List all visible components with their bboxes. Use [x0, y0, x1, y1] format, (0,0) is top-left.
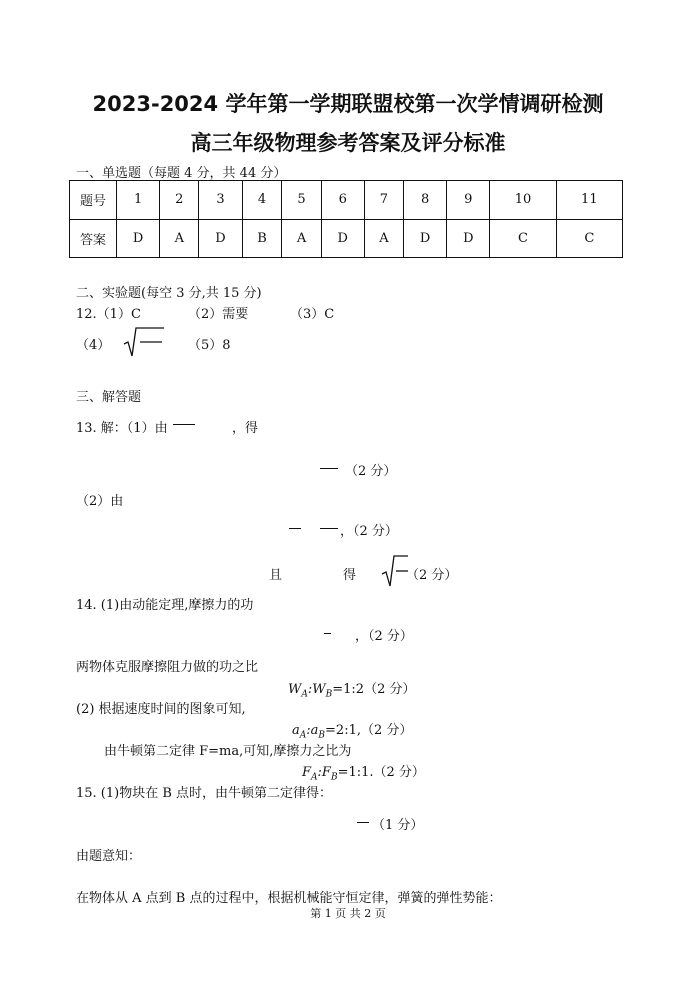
q13-line2: （2）由	[76, 494, 124, 509]
section1-heading: 一、单选题（每题 4 分，共 44 分）	[76, 166, 287, 181]
q15-line2: 由题意知：	[76, 849, 142, 864]
q15-line1: 15. (1)物块在 B 点时，由牛顿第二定律得：	[76, 786, 333, 801]
q14-line4: 由牛顿第二定律 F=ma,可知,摩擦力之比为	[104, 744, 352, 759]
sqrt-symbol	[122, 326, 166, 358]
q14-ratio3: $F_A:F_B=1:1.(2$ 分）	[302, 765, 425, 783]
q14-ratio2: $a_A:a_B=2:1,(2$ 分）	[292, 723, 413, 741]
table-cell: 6	[321, 181, 364, 220]
q12-part1: 12.（1）C	[76, 307, 141, 322]
table-cell: C	[490, 219, 556, 258]
table-cell: A	[160, 219, 199, 258]
table-cell: 10	[490, 181, 556, 220]
q12-part3: （3）C	[290, 307, 335, 322]
table-cell: 2	[160, 181, 199, 220]
doc-title-line1: 2023-2024 学年第一学期联盟校第一次学情调研检测	[92, 92, 604, 116]
q13-line3b: 得	[343, 568, 357, 583]
q13-line1: 13. 解：（1）由	[76, 421, 168, 436]
table-row-answers	[70, 219, 623, 258]
table-cell: D	[447, 219, 490, 258]
answer-table	[69, 180, 623, 258]
page-footer: 第 1 页 共 2 页	[310, 907, 386, 920]
table-cell: A	[364, 219, 403, 258]
table-cell: D	[117, 219, 160, 258]
table-cell: 11	[556, 181, 622, 220]
fraction-bar	[324, 633, 331, 634]
table-cell: D	[321, 219, 364, 258]
q14-line2: 两物体克服摩擦阻力做的功之比	[76, 660, 259, 675]
q13-line1-end: ，得	[232, 421, 259, 436]
table-cell: 3	[199, 181, 242, 220]
table-cell: 答案	[70, 219, 117, 258]
q12-part5: （5）8	[188, 338, 231, 353]
table-cell: D	[199, 219, 242, 258]
fraction-bar	[320, 528, 338, 529]
table-cell: D	[404, 219, 447, 258]
table-cell: A	[282, 219, 321, 258]
table-cell: C	[556, 219, 622, 258]
section3-heading: 三、解答题	[76, 390, 142, 405]
q15-score1: （1 分）	[372, 818, 424, 833]
fraction-bar	[357, 822, 369, 823]
q12-part4: （4）	[76, 338, 111, 353]
fraction-bar	[320, 468, 338, 469]
fraction-bar	[173, 424, 195, 425]
q14-ratio1: $W_A:W_B=1:2(2$ 分）	[288, 682, 416, 700]
table-cell: B	[242, 219, 282, 258]
q13-score2: ，（2 分）	[340, 524, 398, 539]
doc-title-line2: 高三年级物理参考答案及评分标准	[190, 131, 506, 155]
q13-score3: （2 分）	[406, 568, 458, 583]
fraction-bar	[289, 528, 301, 529]
table-cell: 4	[242, 181, 282, 220]
table-cell: 7	[364, 181, 403, 220]
table-row-numbers	[70, 181, 623, 220]
q14-score1: ，（2 分）	[355, 629, 413, 644]
section2-heading: 二、实验题(每空 3 分,共 15 分)	[76, 286, 262, 301]
q14-line1: 14. (1)由动能定理,摩擦力的功	[76, 598, 254, 613]
table-cell: 5	[282, 181, 321, 220]
q13-line3a: 且	[269, 568, 283, 583]
table-cell: 8	[404, 181, 447, 220]
table-cell: 1	[117, 181, 160, 220]
q12-part2: （2）需要	[188, 307, 249, 322]
q14-line3: (2) 根据速度时间的图象可知,	[76, 702, 246, 717]
table-cell: 9	[447, 181, 490, 220]
q15-line3: 在物体从 A 点到 B 点的过程中，根据机械能守恒定律，弹簧的弹性势能：	[76, 891, 502, 906]
table-cell: 题号	[70, 181, 117, 220]
q13-score1: （2 分）	[345, 464, 397, 479]
